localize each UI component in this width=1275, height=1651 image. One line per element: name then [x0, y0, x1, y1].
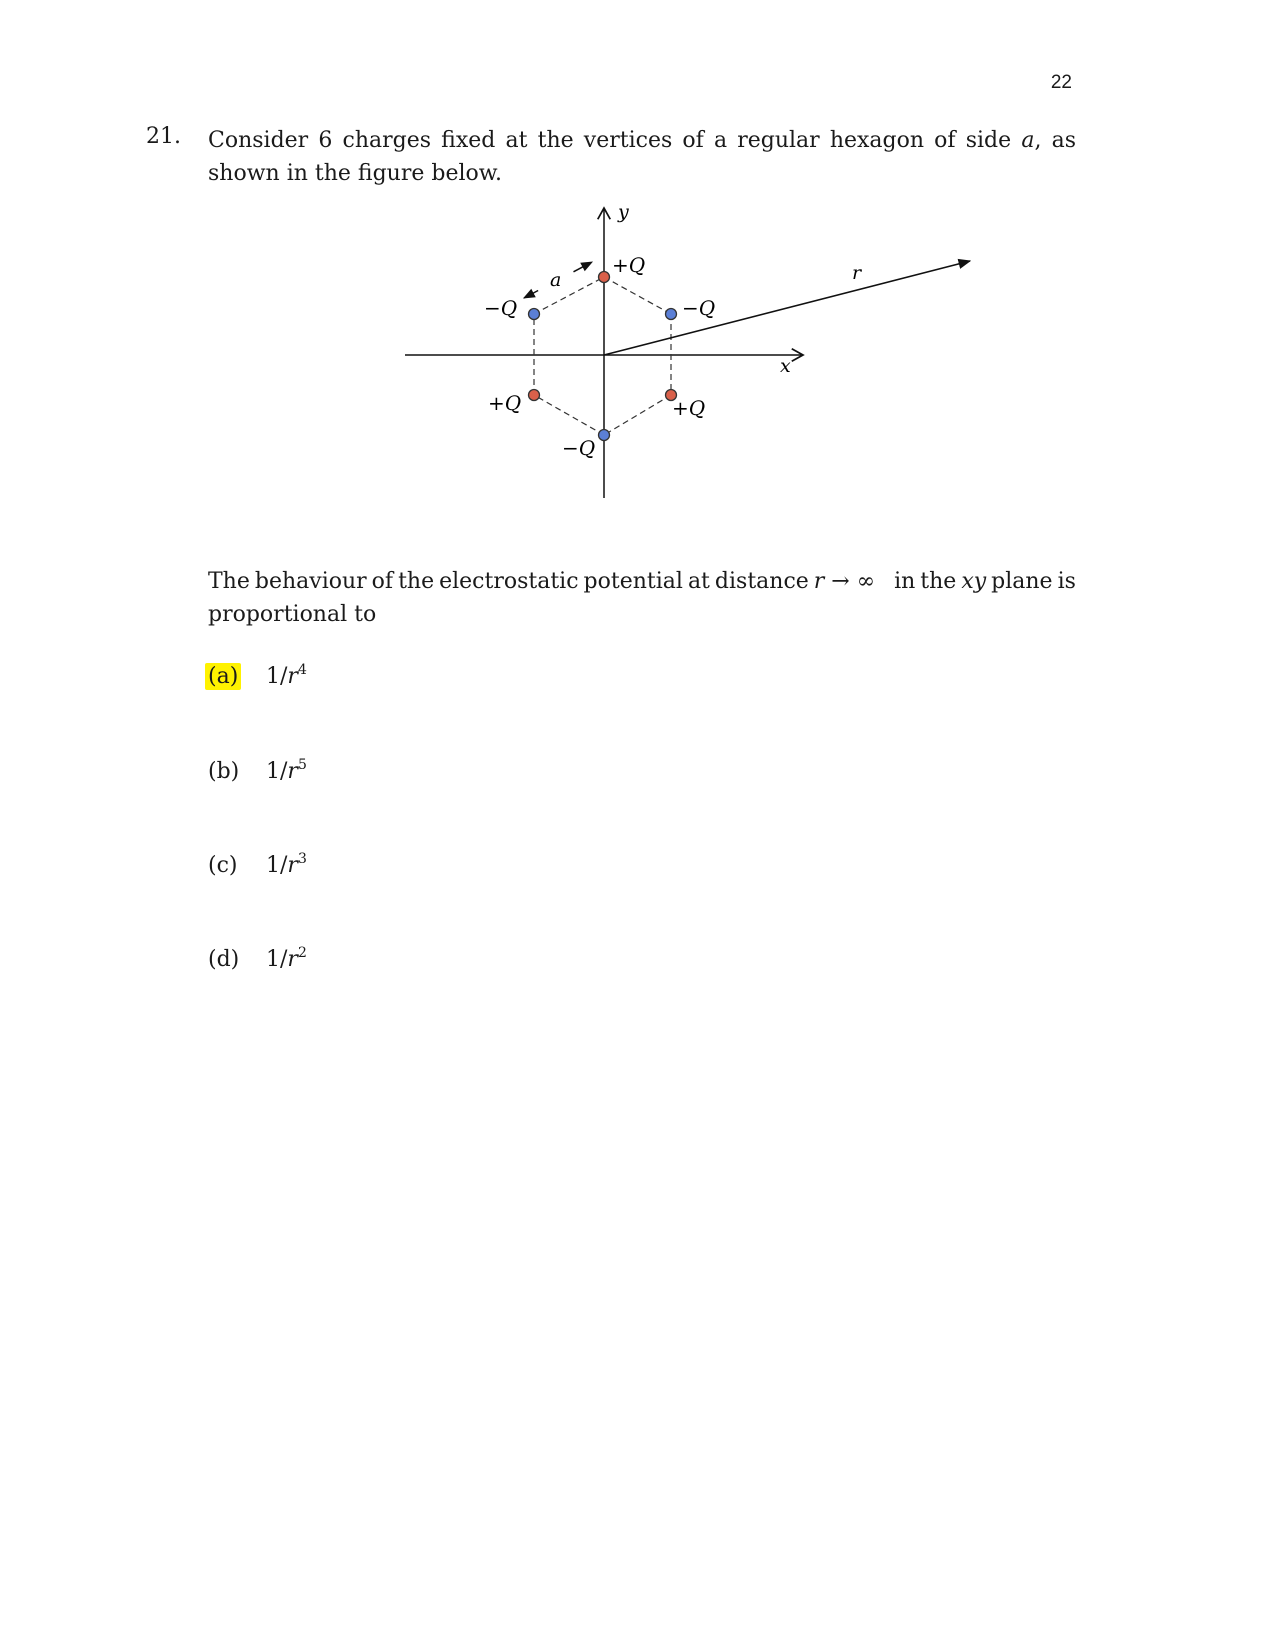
prompt-word: behaviour	[254, 569, 367, 594]
question-number: 21.	[146, 124, 181, 149]
option-fraction: 1/	[266, 947, 288, 972]
prompt-word: distance	[714, 569, 809, 594]
option-letter: (c)	[208, 853, 238, 878]
page-number: 22	[1050, 72, 1072, 93]
charge-label-top: +Q	[612, 253, 646, 277]
prompt-word: the	[398, 569, 435, 594]
option-variable: r	[287, 759, 298, 784]
prompt-word: The	[208, 569, 250, 594]
option-expression	[266, 851, 307, 878]
prompt-word: in	[894, 569, 916, 594]
charge-lower-left	[529, 390, 540, 401]
option-fraction: 1/	[266, 759, 288, 784]
hexagon-edges	[534, 277, 671, 435]
option-expression	[266, 757, 307, 784]
option-exponent: 2	[297, 945, 307, 961]
figure-svg	[400, 200, 1040, 530]
charge-upper-left	[529, 309, 540, 320]
charge-bottom	[599, 430, 610, 441]
charge-label-lower-left: +Q	[488, 391, 522, 415]
option-exponent: 4	[297, 662, 307, 678]
prompt-line-1	[208, 565, 1076, 598]
charge-label-upper-left: −Q	[484, 296, 518, 320]
option-highlight: (a)	[205, 663, 241, 690]
option-exponent: 3	[297, 851, 307, 867]
question-stem	[208, 124, 1076, 190]
answer-option-d[interactable]	[208, 945, 307, 972]
option-expression	[266, 945, 307, 972]
prompt-word: plane	[991, 569, 1053, 594]
option-variable: r	[287, 853, 298, 878]
y-axis-label: y	[618, 201, 629, 223]
stem-text-before: Consider 6 charges fixed at the vertices of a regular hexagon of side	[208, 128, 1022, 153]
answer-option-a[interactable]	[208, 662, 307, 689]
option-exponent: 5	[297, 757, 307, 773]
prompt-word: is	[1057, 569, 1076, 594]
option-variable: r	[287, 664, 298, 689]
charge-label-lower-right: +Q	[672, 396, 706, 420]
prompt-line-2: proportional to	[208, 602, 377, 627]
prompt-word: at	[687, 569, 710, 594]
answer-option-c[interactable]	[208, 851, 307, 878]
charge-upper-right	[666, 309, 677, 320]
stem-variable: a	[1021, 128, 1035, 153]
charge-top	[599, 272, 610, 283]
answer-option-b[interactable]	[208, 757, 307, 784]
question-prompt	[208, 565, 1076, 631]
option-fraction: 1/	[266, 853, 288, 878]
charge-label-bottom: −Q	[562, 436, 596, 460]
prompt-word: potential	[583, 569, 683, 594]
option-letter: (b)	[208, 759, 240, 784]
x-axis-label: x	[780, 355, 791, 377]
option-letter: (d)	[208, 947, 240, 972]
prompt-word: the	[920, 569, 957, 594]
stem-text-after: , as shown in the figure below.	[208, 128, 1076, 186]
option-variable: r	[287, 947, 298, 972]
option-expression	[266, 662, 307, 689]
prompt-word: electrostatic	[439, 569, 579, 594]
prompt-word: of	[371, 569, 394, 594]
charge-label-upper-right: −Q	[682, 296, 716, 320]
option-fraction: 1/	[266, 664, 288, 689]
option-letter	[208, 664, 266, 689]
hexagon-charge-figure	[400, 200, 1040, 530]
distance-label: r	[852, 262, 862, 284]
prompt-limit-expression: r → ∞	[813, 569, 876, 594]
side-length-label: a	[550, 269, 562, 291]
prompt-plane-variable: xy	[961, 569, 987, 594]
